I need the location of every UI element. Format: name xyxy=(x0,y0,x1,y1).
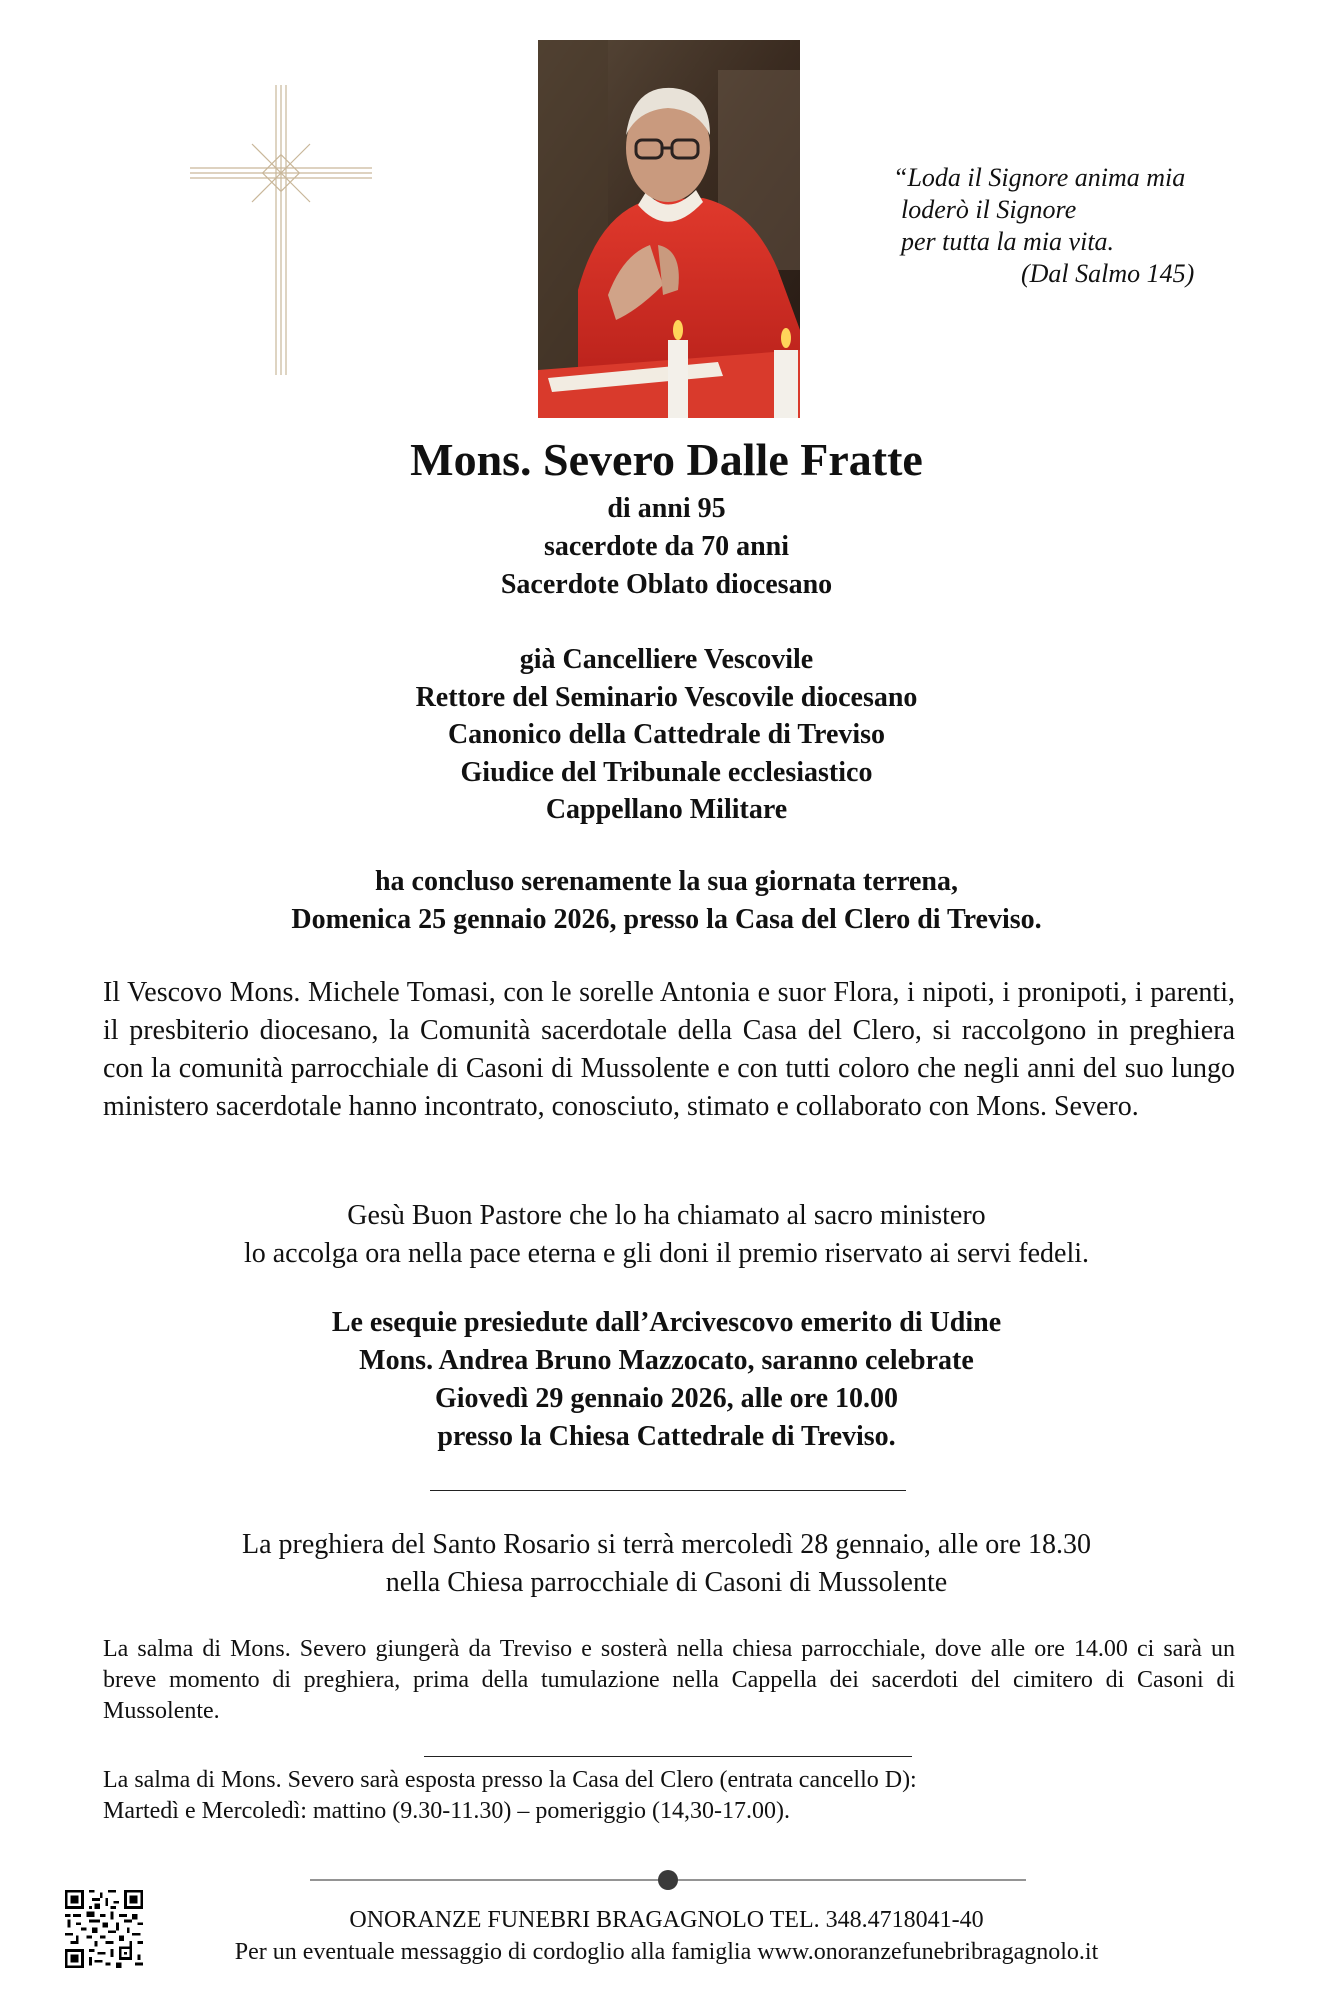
role-item: Cappellano Militare xyxy=(545,794,788,825)
funeral-info xyxy=(0,1304,1333,1456)
portrait-photo xyxy=(538,40,800,418)
prayer xyxy=(0,1197,1333,1273)
quote-source: (Dal Salmo 145) xyxy=(1021,259,1195,288)
prayer-line: Gesù Buon Pastore che lo ha chiamato al sacro ministero xyxy=(347,1200,986,1231)
family-paragraph: Il Vescovo Mons. Michele Tomasi, con le sorelle Antonia e suor Flora, i nipoti, i pronipoti, i parenti, il presbiterio diocesano, la Comunità sacerdotale della Casa del Clero, si raccolgono in preghiera con la comunità parrocchiale di Casoni di Mussolente e con tutti coloro che negli anni del suo lungo ministero sacerdotale hanno incontrato, conosciuto, stimato e collaborato con Mons. Severo. xyxy=(103,977,1235,1122)
divider xyxy=(424,1756,912,1757)
funeral-line: Le esequie presiedute dall’Arcivescovo emerito di Udine xyxy=(331,1307,1002,1338)
cross-icon xyxy=(190,85,372,375)
salma-arrival-note: La salma di Mons. Severo giungerà da Treviso e sosterà nella chiesa parrocchiale, dove alle ore 14.00 ci sarà un breve momento di preghiera, prima della tumulazione nella Cappella dei sacerdoti del cimitero di Casoni di Mussolente. xyxy=(103,1636,1235,1724)
exposition-line: La salma di Mons. Severo sarà esposta presso la Casa del Clero (entrata cancello D): xyxy=(103,1767,917,1793)
divider xyxy=(430,1490,906,1491)
funeral-line: Giovedì 29 gennaio 2026, alle ore 10.00 xyxy=(434,1383,899,1414)
salma-exposition-note xyxy=(103,1765,1235,1827)
rosary-line: nella Chiesa parrocchiale di Casoni di Mussolente xyxy=(385,1567,948,1598)
deceased-name: Mons. Severo Dalle Fratte xyxy=(410,434,923,485)
deceased-details xyxy=(0,490,1333,604)
quote-line: per tutta la mia vita. xyxy=(901,227,1115,256)
age: di anni 95 xyxy=(607,493,726,524)
prayer-line: lo accolga ora nella pace eterna e gli doni il premio riservato ai servi fedeli. xyxy=(243,1238,1090,1269)
funeral-agency-contact: ONORANZE FUNEBRI BRAGAGNOLO TEL. 348.4718041-40 xyxy=(349,1907,984,1933)
psalm-quote xyxy=(893,162,1253,290)
announcement-line: ha concluso serenamente la sua giornata terrena, xyxy=(374,866,959,897)
funeral-line: presso la Chiesa Cattedrale di Treviso. xyxy=(437,1421,896,1452)
role-item: Giudice del Tribunale ecclesiastico xyxy=(460,756,873,788)
status: Sacerdote Oblato diocesano xyxy=(500,569,833,600)
announcement-line: Domenica 25 gennaio 2026, presso la Casa del Clero di Treviso. xyxy=(291,903,1042,935)
quote-line: “Loda il Signore anima mia xyxy=(893,163,1186,192)
footer-divider xyxy=(310,1868,1026,1892)
role-item: Canonico della Cattedrale di Treviso xyxy=(447,719,886,750)
death-announcement xyxy=(0,863,1333,938)
quote-line: loderò il Signore xyxy=(901,195,1077,224)
funeral-line: Mons. Andrea Bruno Mazzocato, saranno celebrate xyxy=(359,1345,974,1376)
rosary-line: La preghiera del Santo Rosario si terrà mercoledì 28 gennaio, alle ore 18.30 xyxy=(241,1529,1092,1560)
priesthood-years: sacerdote da 70 anni xyxy=(544,531,789,562)
exposition-line: Martedì e Mercoledì: mattino (9.30-11.30) – pomeriggio (14,30-17.00). xyxy=(103,1798,790,1824)
condolence-message-link[interactable]: Per un eventuale messaggio di cordoglio alla famiglia www.onoranzefunebribragagnolo.it xyxy=(234,1939,1099,1965)
roles-list xyxy=(0,641,1333,829)
role-item: Rettore del Seminario Vescovile diocesano xyxy=(415,681,918,713)
rosary-info xyxy=(0,1526,1333,1602)
role-item: già Cancelliere Vescovile xyxy=(519,644,814,675)
